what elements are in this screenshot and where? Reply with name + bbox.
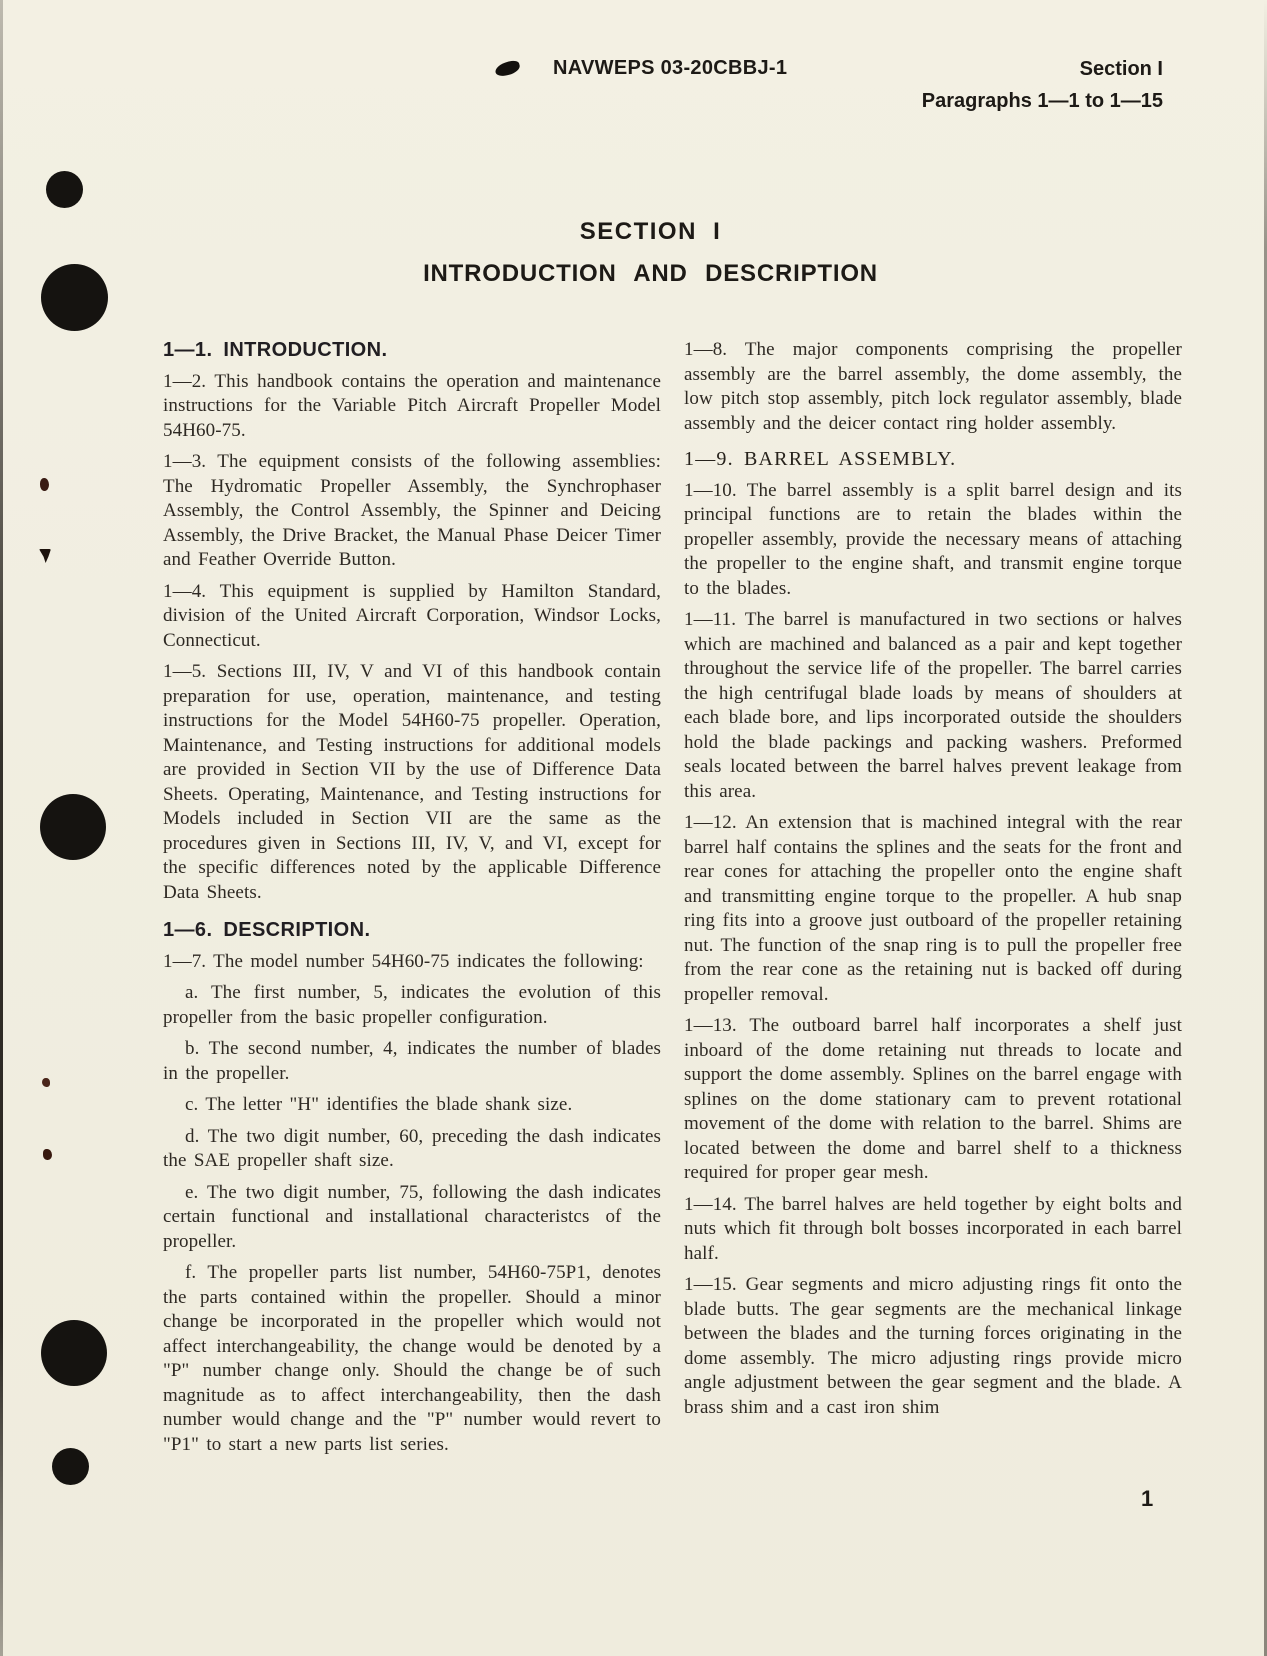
- left-column: [163, 338, 661, 1457]
- title-block: [17, 218, 1267, 288]
- ink-smudge-mark: [494, 59, 521, 78]
- paragraph: a. The first number, 5, indicates the evolution of this propeller from the basic propeller configuration.: [163, 982, 661, 1028]
- paragraph: c. The letter "H" identifies the blade shank size.: [185, 1094, 573, 1115]
- paragraph: 1—13. The outboard barrel half incorporates a shelf just inboard of the dome retaining nut threads to locate and support the dome assembly. Splines on the barrel engage with splines on the dome stationary cam to prevent rotational movement of the dome with relation to the barrel. Shims are located between the dome and barrel shelf to a thickness required for proper gear mesh.: [684, 1015, 1182, 1183]
- ink-speck-mark: [43, 1149, 52, 1160]
- punch-hole-mark: [46, 171, 83, 208]
- paragraph: 1—15. Gear segments and micro adjusting rings fit onto the blade butts. The gear segments are the mechanical linkage between the blades and the turning forces originating in the dome assembly. The micro adjusting rings provide micro angle adjustment between the gear segment and the blade. A brass shim and a cast iron shim: [684, 1274, 1182, 1418]
- page-edge-shadow-left: [0, 0, 3, 1656]
- doc-number: NAVWEPS 03-20CBBJ-1: [553, 57, 788, 79]
- paragraph: 1—5. Sections III, IV, V and VI of this handbook contain preparation for use, operation, maintenance, and testing instructions for the Model 54H60-75 propeller. Operation, Maintenance, and Testing instructions for additional models are provided in Section VII by the use of Difference Data Sheets. Operating, Maintenance, and Testing instructions for Models included in Section VII are the same as the procedures given in Sections III, IV, V, and VI, except for the specific differences noted by the applicable Difference Data Sheets.: [163, 661, 661, 903]
- ink-speck-mark: [39, 549, 51, 563]
- paragraph: 1—2. This handbook contains the operation and maintenance instructions for the Variable Pitch Aircraft Propeller Model 54H60-75.: [163, 370, 661, 441]
- body-columns: [163, 338, 1182, 1457]
- paragraph: d. The two digit number, 60, preceding the dash indicates the SAE propeller shaft size.: [163, 1125, 661, 1171]
- paragraph: 1—11. The barrel is manufactured in two sections or halves which are machined and balanced as a pair and kept together throughout the service life of the propeller. The barrel carries the high centrifugal blade loads by means of shoulders at each blade bore, and lips incorporated outside the shoulders hold the blade packings and packing washers. Preformed seals located between the barrel halves prevent leakage from this area.: [684, 609, 1182, 802]
- paragraph: 1—14. The barrel halves are held together by eight bolts and nuts which fit through bolt bosses incorporated in each barrel half.: [684, 1193, 1182, 1264]
- page-number: 1: [1141, 1486, 1154, 1511]
- section-subtitle: INTRODUCTION AND DESCRIPTION: [423, 260, 878, 287]
- paragraph: 1—12. An extension that is machined integral with the rear barrel half contains the splines and the seats for the front and rear cones for attaching the propeller onto the engine shaft and transmitting engine torque to the propeller. A hub snap ring fits into a groove just outboard of the propeller retaining nut. The function of the snap ring is to pull the propeller free from the rear cone as the retaining nut is backed off during propeller removal.: [684, 812, 1182, 1005]
- paragraph: b. The second number, 4, indicates the number of blades in the propeller.: [163, 1038, 661, 1084]
- paragraph: 1—7. The model number 54H60-75 indicates the following:: [163, 950, 644, 972]
- section-heading: 1—6. DESCRIPTION.: [163, 919, 371, 941]
- punch-hole-mark: [52, 1448, 89, 1485]
- punch-hole-mark: [40, 794, 106, 860]
- header-section-label: Section I: [1079, 58, 1163, 80]
- ink-speck-mark: [40, 478, 49, 491]
- paragraph: 1—10. The barrel assembly is a split barrel design and its principal functions are to retain the blades within the propeller assembly, provide the necessary means of attaching the propeller to the engine shaft, and transmit engine torque to the blades.: [684, 479, 1182, 599]
- paragraph: 1—8. The major components comprising the propeller assembly are the barrel assembly, the dome assembly, the low pitch stop assembly, pitch lock regulator assembly, blade assembly and the deicer contact ring holder assembly.: [684, 339, 1182, 434]
- ink-speck-mark: [42, 1078, 50, 1087]
- section-heading: 1—9. BARREL ASSEMBLY.: [684, 448, 957, 470]
- paragraph: 1—3. The equipment consists of the following assemblies: The Hydromatic Propeller Assembly, the Synchrophaser Assembly, the Control Assembly, the Spinner and Deicing Assembly, the Drive Bracket, the Manual Phase Deicer Timer and Feather Override Button.: [163, 451, 661, 570]
- paragraph: f. The propeller parts list number, 54H60-75P1, denotes the parts contained within the propeller. Should a minor change be incorporated in the propeller which would not affect interchangeability, the change would be denoted by a "P" number change only. Should the change be of such magnitude as to affect interchangeability, then the dash number would change and the "P" number would revert to "P1" to start a new parts list series.: [163, 1262, 661, 1455]
- punch-hole-mark: [41, 1320, 107, 1386]
- paragraph: 1—4. This equipment is supplied by Hamilton Standard, division of the United Aircraft Corporation, Windsor Locks, Connecticut.: [163, 580, 661, 651]
- section-title: SECTION I: [579, 218, 722, 245]
- section-heading: 1—1. INTRODUCTION.: [163, 339, 388, 361]
- header-right-block: [922, 53, 1163, 117]
- header-paragraph-range: Paragraphs 1—1 to 1—15: [921, 90, 1163, 112]
- paragraph: e. The two digit number, 75, following the dash indicates certain functional and installational characteristcs of the propeller.: [163, 1181, 661, 1252]
- right-column: [684, 338, 1182, 1457]
